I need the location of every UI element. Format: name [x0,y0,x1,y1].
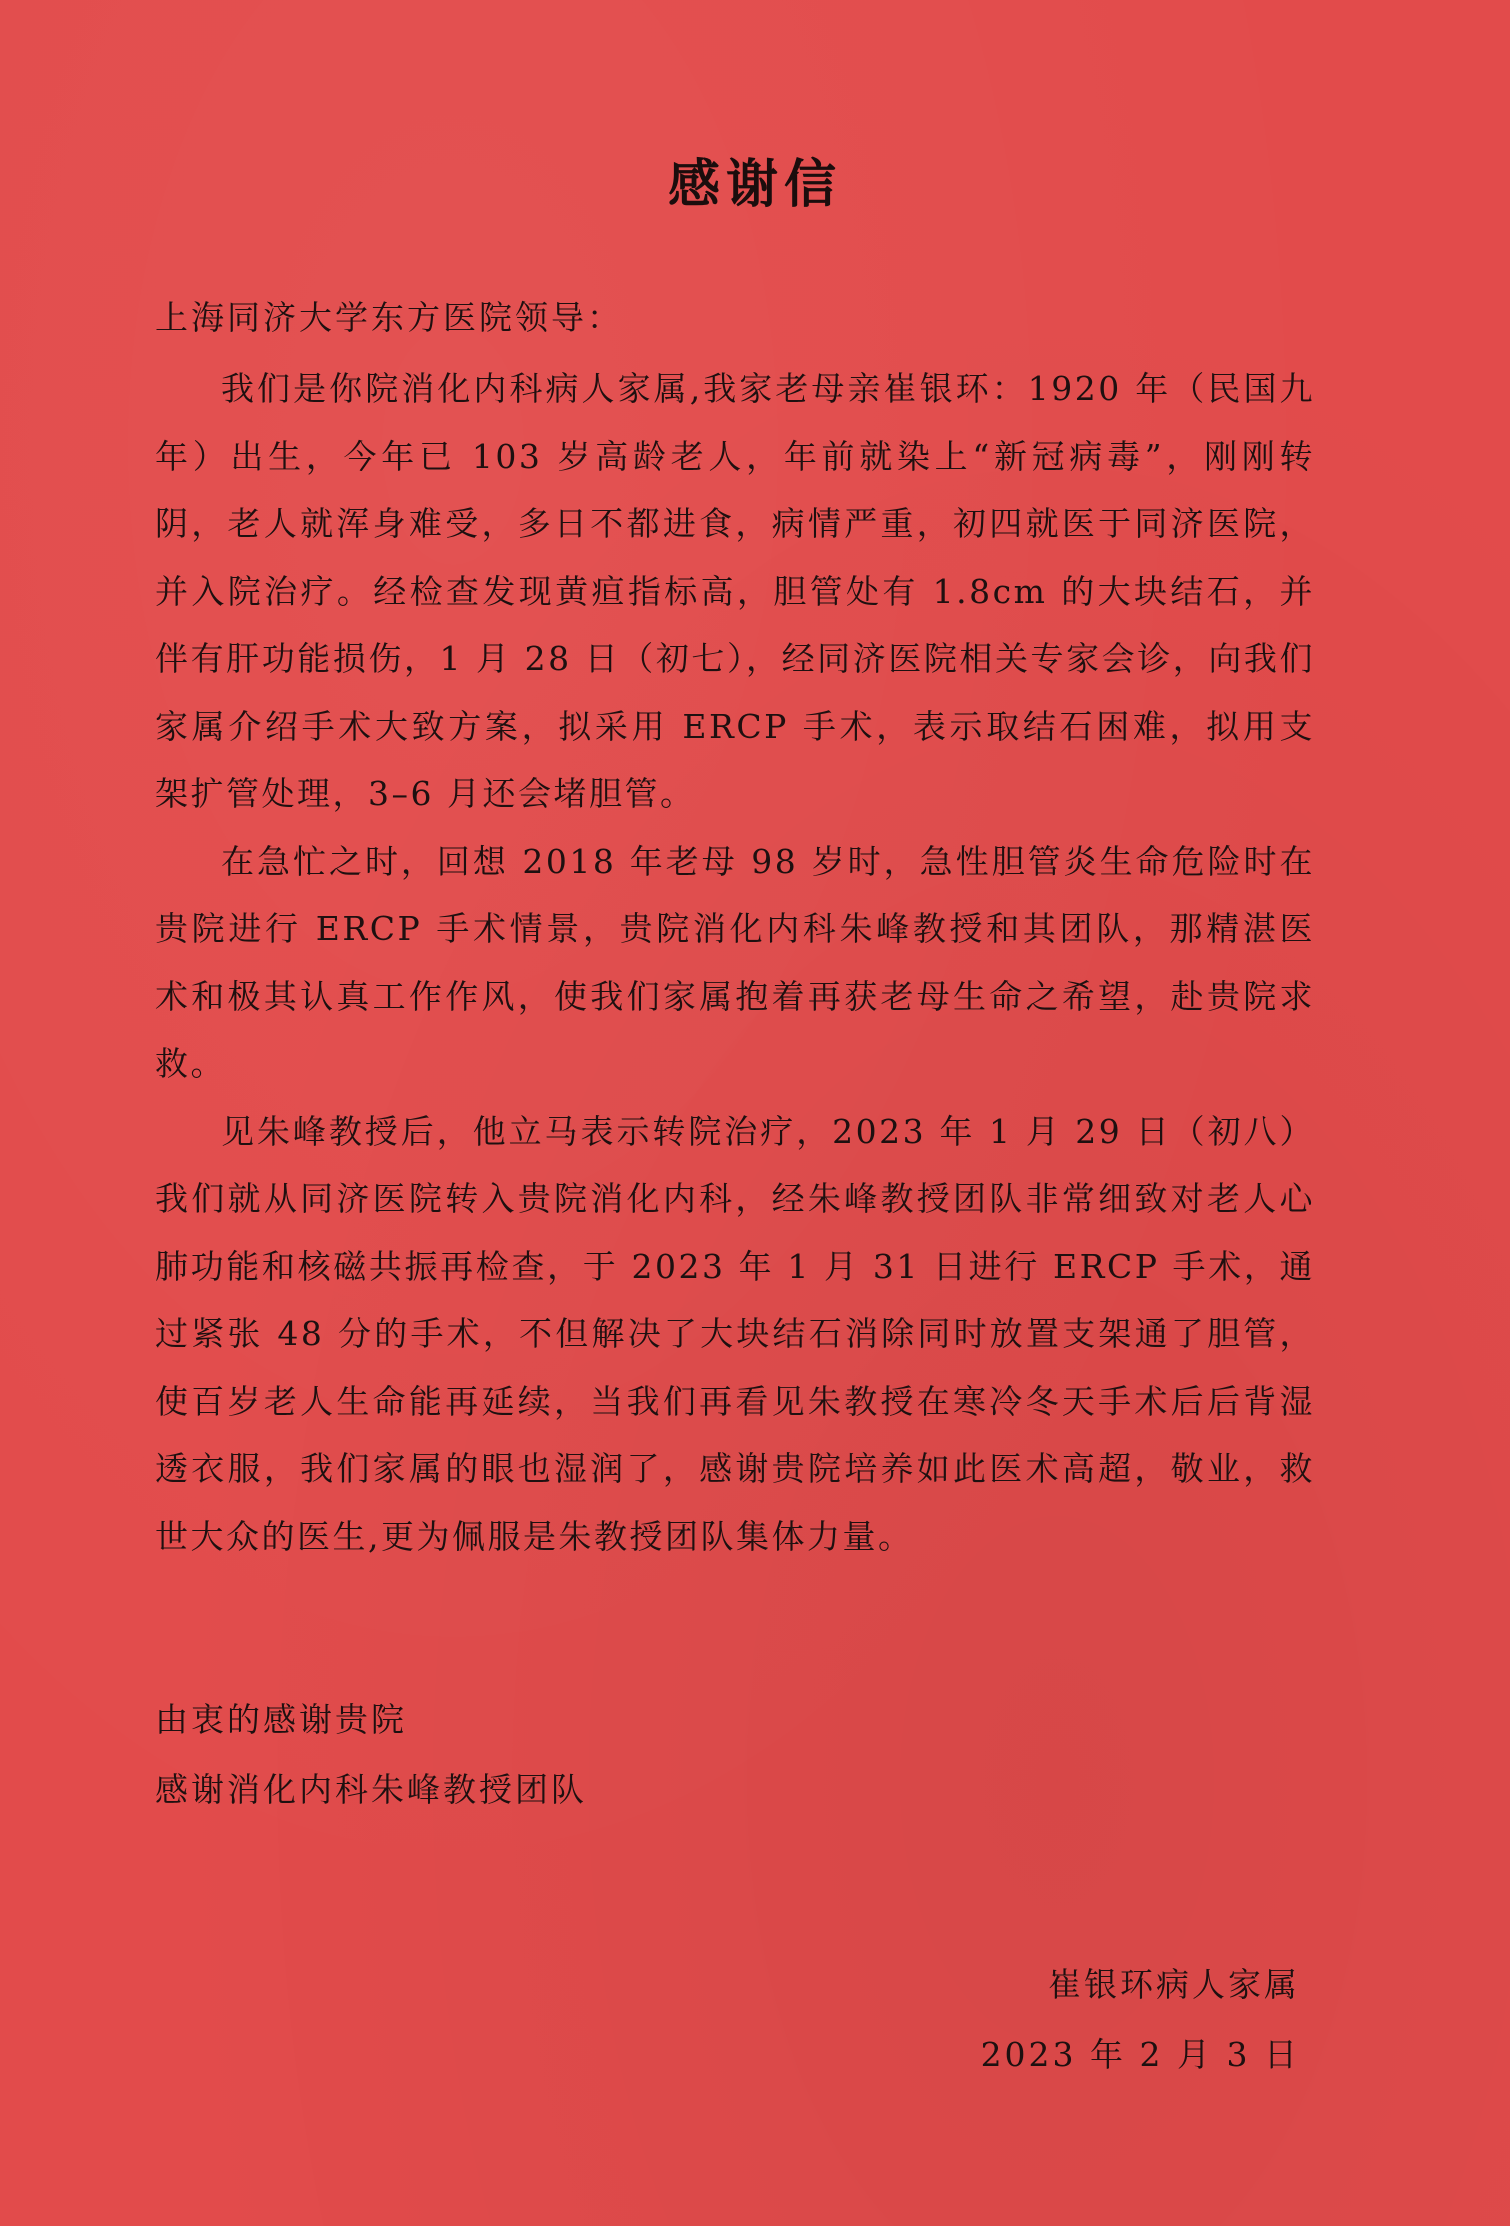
salutation: 上海同济大学东方医院领导： [155,298,623,337]
body-paragraph: 见朱峰教授后，他立马表示转院治疗，2023 年 1 月 29 日（初八）我们就从同济医院转入贵院消化内科，经朱峰教授团队非常细致对老人心肺功能和核磁共振再检查，于 2023 年 1 月 31 日进行 ERCP 手术，通过紧张 48 分的手术，不但解决了大块结石消除同时放置支架通了胆管，使百岁老人生命能再延续，当我们再看见朱教授在寒冷冬天手术后后背湿透衣服，我们家属的眼也湿润了，感谢贵院培养如此医术高超，敬业，救世大众的医生,更为佩服是朱教授团队集体力量。 [155,1111,1315,1556]
closing-line: 感谢消化内科朱峰教授团队 [155,1770,587,1809]
letter-body [155,355,1315,1570]
body-paragraph: 我们是你院消化内科病人家属,我家老母亲崔银环：1920 年（民国九年）出生，今年已 103 岁高龄老人，年前就染上“新冠病毒”，刚刚转阴，老人就浑身难受，多日不都进食，病情严重，初四就医于同济医院，并入院治疗。经检查发现黄疸指标高，胆管处有 1.8cm 的大块结石，并伴有肝功能损伤，1 月 28 日（初七），经同济医院相关专家会诊，向我们家属介绍手术大致方案，拟采用 ERCP 手术，表示取结石困难，拟用支架扩管处理，3–6 月还会堵胆管。 [155,369,1315,813]
closing-line: 由衷的感谢贵院 [155,1700,407,1739]
letter-title: 感谢信 [667,154,842,215]
signature: 崔银环病人家属 [1048,1965,1300,2004]
body-paragraph: 在急忙之时，回想 2018 年老母 98 岁时，急性胆管炎生命危险时在贵院进行 ERCP 手术情景，贵院消化内科朱峰教授和其团队，那精湛医术和极其认真工作作风，使我们家属抱着再获老母生命之希望，赴贵院求救。 [155,841,1315,1083]
closing [155,1685,587,1825]
letter-date: 2023 年 2 月 3 日 [980,2035,1300,2074]
signature-block [981,1950,1300,2090]
